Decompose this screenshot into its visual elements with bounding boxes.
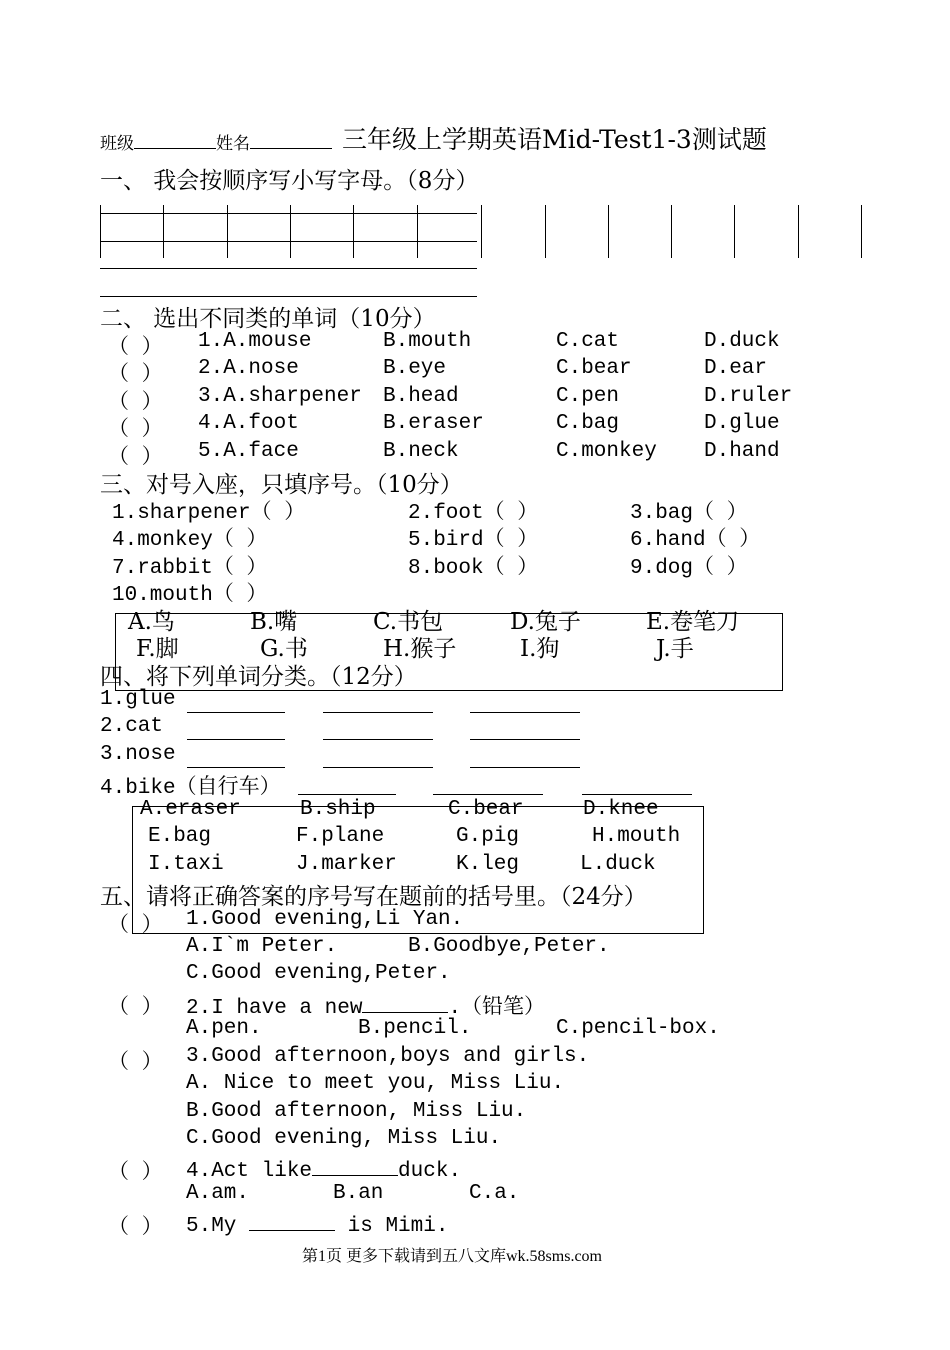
option-label: I.狗 — [520, 636, 560, 662]
category-word: 4.bike（自行车） — [100, 777, 281, 800]
match-item[interactable]: 2.foot（ ） — [408, 502, 539, 525]
question-stem: 1.Good evening,Li Yan. — [186, 908, 464, 931]
match-item[interactable]: 6.hand（ ） — [630, 529, 761, 552]
option-label: C.bear — [448, 798, 524, 821]
question-stem — [186, 1155, 461, 1183]
option-c: C.cat — [556, 330, 620, 353]
category-word: 1.glue — [100, 688, 176, 711]
option-b: B.eye — [383, 357, 447, 380]
answer-paren[interactable]: （ ） — [108, 1052, 163, 1075]
match-item[interactable]: 4.monkey（ ） — [112, 529, 268, 552]
option-label: F.脚 — [136, 636, 179, 662]
class-label: 班级 — [100, 134, 134, 154]
option-label: E.bag — [148, 825, 212, 848]
answer-option: C.a. — [469, 1182, 520, 1205]
match-item[interactable]: 8.book（ ） — [408, 557, 539, 580]
answer-blank[interactable] — [433, 774, 543, 795]
fill-blank[interactable] — [362, 992, 448, 1013]
stem-before: 5.My — [186, 1215, 237, 1238]
answer-option: B.Goodbye,Peter. — [408, 935, 610, 958]
answer-paren[interactable]: （ ） — [108, 447, 163, 470]
stem-before: 2.I have a new — [186, 997, 363, 1020]
category-word: 2.cat — [100, 715, 164, 738]
answer-paren[interactable]: （ ） — [108, 419, 163, 442]
option-b: B.neck — [383, 440, 459, 463]
answer-option: A.am. — [186, 1182, 250, 1205]
answer-blank[interactable] — [298, 774, 396, 795]
class-label-row — [100, 128, 332, 154]
option-label: K.leg — [456, 853, 520, 876]
name-blank[interactable] — [250, 128, 332, 149]
option-label: F.plane — [296, 825, 385, 848]
class-blank[interactable] — [134, 128, 216, 149]
option-a: 4.A.foot — [198, 412, 299, 435]
answer-option: B.an — [333, 1182, 384, 1205]
answer-blank[interactable] — [323, 692, 433, 713]
answer-option: B.Good afternoon, Miss Liu. — [186, 1100, 527, 1123]
match-item[interactable]: 3.bag（ ） — [630, 502, 748, 525]
fill-blank[interactable] — [249, 1210, 335, 1231]
answer-blank[interactable] — [470, 747, 580, 768]
option-label: D.knee — [583, 798, 659, 821]
option-label: J.marker — [296, 853, 397, 876]
option-d: D.hand — [704, 440, 780, 463]
option-label: G.书 — [260, 636, 308, 662]
option-label: H.猴子 — [383, 636, 457, 662]
section1-heading: 一、 我会按顺序写小写字母。（8分） — [100, 168, 479, 194]
fill-blank[interactable] — [312, 1155, 398, 1176]
answer-option: A.I`m Peter. — [186, 935, 338, 958]
stem-before: 4.Act like — [186, 1160, 313, 1183]
answer-blank[interactable] — [323, 747, 433, 768]
option-label: A.eraser — [140, 798, 241, 821]
section5-heading: 五、请将正确答案的序号写在题前的括号里。（24分） — [100, 884, 647, 910]
page-title: 三年级上学期英语Mid-Test1-3测试题 — [342, 125, 767, 154]
option-label: G.pig — [456, 825, 520, 848]
answer-paren[interactable]: （ ） — [108, 1162, 163, 1185]
option-label: L.duck — [580, 853, 656, 876]
answer-option: C.Good evening,Peter. — [186, 962, 451, 985]
answer-paren[interactable]: （ ） — [108, 1217, 163, 1240]
stem-after: .（铅笔） — [448, 997, 546, 1020]
answer-paren[interactable]: （ ） — [108, 392, 163, 415]
answer-blank[interactable] — [470, 719, 580, 740]
section2-heading: 二、 选出不同类的单词（10分） — [100, 306, 436, 332]
section4-heading: 四、将下列单词分类。（12分） — [100, 664, 417, 690]
answer-option: C.Good evening, Miss Liu. — [186, 1127, 502, 1150]
stem-after: is Mimi. — [347, 1215, 449, 1238]
answer-paren[interactable]: （ ） — [108, 915, 163, 938]
option-d: D.glue — [704, 412, 780, 435]
answer-blank[interactable] — [187, 747, 285, 768]
answer-paren[interactable]: （ ） — [108, 364, 163, 387]
answer-blank[interactable] — [470, 692, 580, 713]
match-item[interactable]: 5.bird（ ） — [408, 529, 539, 552]
option-label: B.嘴 — [250, 609, 298, 635]
page-footer: 第1页 更多下载请到五八文库wk.58sms.com — [302, 1248, 603, 1265]
answer-paren[interactable]: （ ） — [108, 997, 163, 1020]
option-label: J.手 — [656, 636, 694, 662]
option-b: B.head — [383, 385, 459, 408]
option-c: C.monkey — [556, 440, 657, 463]
match-item[interactable]: 10.mouth（ ） — [112, 584, 268, 607]
option-a: 5.A.face — [198, 440, 299, 463]
match-item[interactable]: 7.rabbit（ ） — [112, 557, 268, 580]
option-a: 2.A.nose — [198, 357, 299, 380]
option-c: C.pen — [556, 385, 620, 408]
answer-blank[interactable] — [582, 774, 692, 795]
answer-blank[interactable] — [323, 719, 433, 740]
option-d: D.ear — [704, 357, 768, 380]
option-label: A.鸟 — [128, 609, 175, 635]
answer-option: A. Nice to meet you, Miss Liu. — [186, 1072, 565, 1095]
answer-blank[interactable] — [187, 719, 285, 740]
option-label: B.ship — [300, 798, 376, 821]
option-label: D.兔子 — [510, 609, 581, 635]
match-item[interactable]: 1.sharpener（ ） — [112, 502, 306, 525]
question-stem — [186, 990, 545, 1020]
answer-paren[interactable]: （ ） — [108, 337, 163, 360]
option-c: C.bear — [556, 357, 632, 380]
match-item[interactable]: 9.dog（ ） — [630, 557, 748, 580]
category-word: 3.nose — [100, 743, 176, 766]
answer-option: A.pen. — [186, 1017, 262, 1040]
option-label: I.taxi — [148, 853, 224, 876]
option-c: C.bag — [556, 412, 620, 435]
option-d: D.ruler — [704, 385, 793, 408]
answer-option: C.pencil-box. — [556, 1017, 720, 1040]
option-a: 3.A.sharpener — [198, 385, 362, 408]
answer-option: B.pencil. — [358, 1017, 472, 1040]
option-b: B.mouth — [383, 330, 472, 353]
option-d: D.duck — [704, 330, 780, 353]
option-b: B.eraser — [383, 412, 484, 435]
answer-blank[interactable] — [187, 692, 285, 713]
stem-after: duck. — [398, 1160, 462, 1183]
option-a: 1.A.mouse — [198, 330, 312, 353]
name-label: 姓名 — [216, 134, 250, 154]
option-label: C.书包 — [373, 609, 444, 635]
question-stem — [186, 1210, 448, 1238]
option-label: E.卷笔刀 — [646, 609, 740, 635]
question-stem: 3.Good afternoon,boys and girls. — [186, 1045, 590, 1068]
section3-heading: 三、对号入座，只填序号。（10分） — [100, 472, 463, 498]
option-label: H.mouth — [592, 825, 681, 848]
